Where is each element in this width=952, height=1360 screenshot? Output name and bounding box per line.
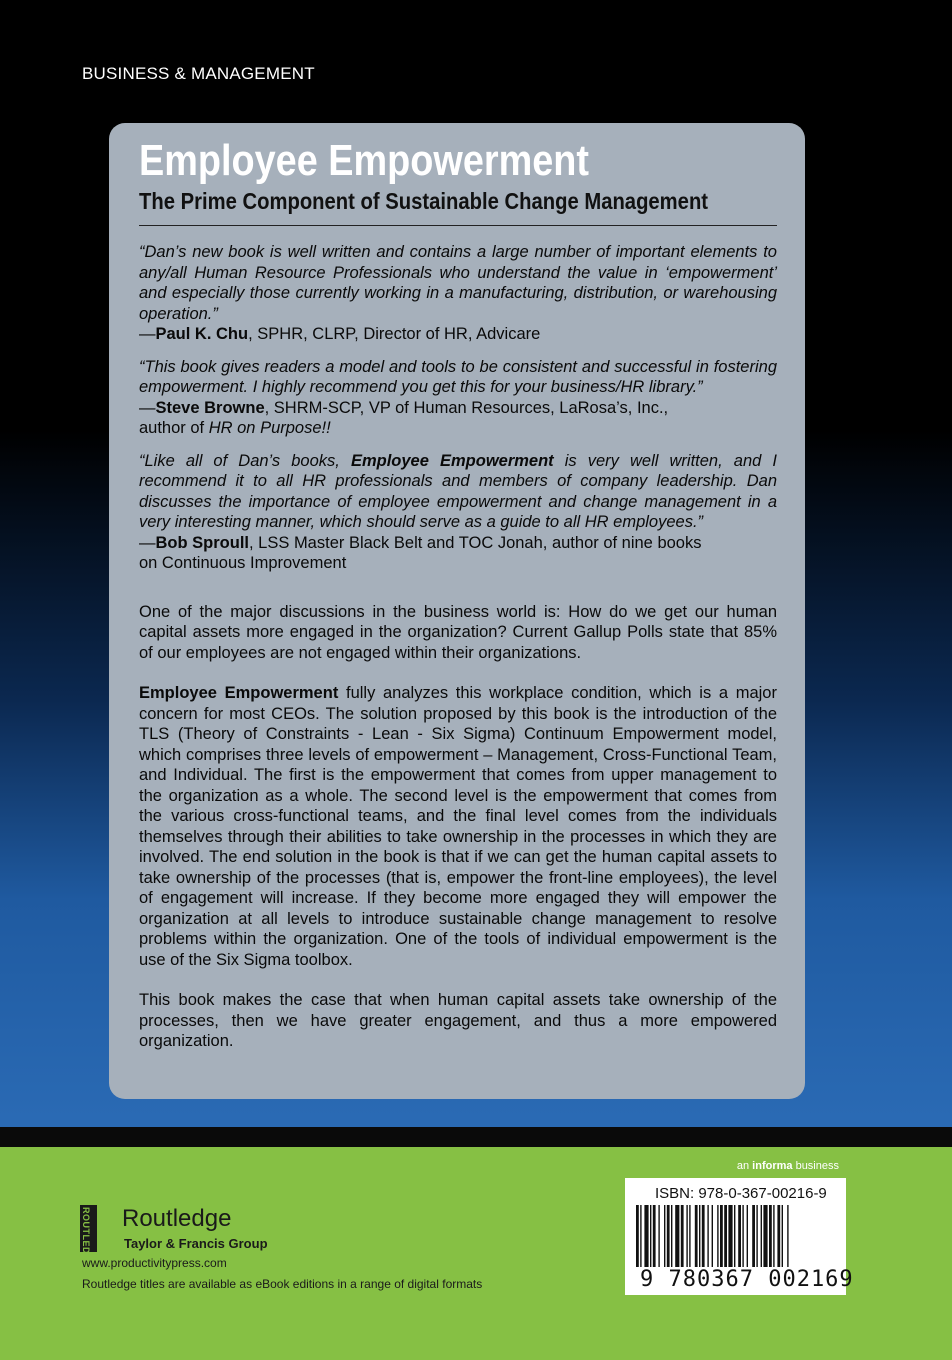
description-paragraph-3: This book makes the case that when human capital assets take ownership of the processes, then we have greater engagement, and thus a more empowered organization. [139, 991, 777, 1050]
informa-tagline: an informa business [736, 1160, 839, 1172]
quote-2: “This book gives readers a model and tools to be consistent and successful in fostering empowerment. I highly recommend you get this for your business/HR library.” [139, 357, 777, 396]
category-label: BUSINESS & MANAGEMENT [82, 64, 315, 83]
publisher-website: www.productivitypress.com [82, 1256, 227, 1270]
publisher-group: Taylor & Francis Group [124, 1236, 268, 1251]
divider [139, 225, 777, 226]
barcode-digits: 9 780367 002169 [640, 1267, 854, 1292]
description-paragraph-2: Employee Empowerment fully analyzes this workplace condition, which is a major concern for most CEOs. The solution proposed by this book is the introduction of the TLS (Theory of Constraints - Lean - Six Sigma) Continuum Empowerment model, which comprises three levels of empowerment – Management, Cross-Functional Team, and Individual. The first is the empowerment that comes from upper management to the organization as a whole. The second level is the empowerment that comes from the various cross-functional teams, and the final level comes from the individuals themselves through their abilities to take ownership in the processes in which they are involved. The end solution in the book is that if we can get the human capital assets to take ownership of the processes (that is, empower the front-line employees), the level of engagement will increase. If they become more engaged they will empower the organization at all levels to introduce sustainable change management to resolve problems within the organization. One of the tools of individual empowerment is the use of the Six Sigma toolbox. [139, 684, 777, 969]
publisher-name: Routledge [122, 1205, 232, 1232]
quote-1-attribution: —Paul K. Chu, SPHR, CLRP, Director of HR, Advicare [139, 325, 541, 343]
blurb-panel [109, 123, 805, 1099]
footer-divider-band [0, 1127, 952, 1147]
quote-3: “Like all of Dan’s books, Employee Empowerment is very well written, and I recommend it to all HR professionals and members of company leadership. Dan discusses the importance of employee empowerment and change management in a very interesting manner, which should serve as a guide to all HR employees.” [139, 451, 777, 531]
ebook-note: Routledge titles are available as eBook editions in a range of digital formats [82, 1277, 483, 1291]
isbn-label: ISBN: 978-0-367-00216-9 [655, 1185, 827, 1202]
barcode-icon [636, 1205, 836, 1267]
book-subtitle: The Prime Component of Sustainable Change Management [139, 188, 709, 214]
quote-3-attribution: —Bob Sproull, LSS Master Black Belt and TOC Jonah, author of nine books on Continuous Improvement [139, 533, 702, 572]
book-title: Employee Empowerment [139, 136, 590, 185]
quote-1: “Dan’s new book is well written and contains a large number of important elements to any/all Human Resource Professionals who understand the value in ‘empowerment’ and especially those currently working in a manufacturing, distribution, or warehousing operation.” [139, 243, 777, 323]
routledge-logo-icon: ROUTLEDGE [80, 1205, 97, 1252]
quote-2-attribution: —Steve Browne, SHRM-SCP, VP of Human Resources, LaRosa’s, Inc., author of HR on Purpose!! [139, 398, 669, 437]
description-paragraph-1: One of the major discussions in the business world is: How do we get our human capital assets more engaged in the organization? Current Gallup Polls state that 85% of our employees are not engaged within their organizations. [139, 602, 777, 662]
